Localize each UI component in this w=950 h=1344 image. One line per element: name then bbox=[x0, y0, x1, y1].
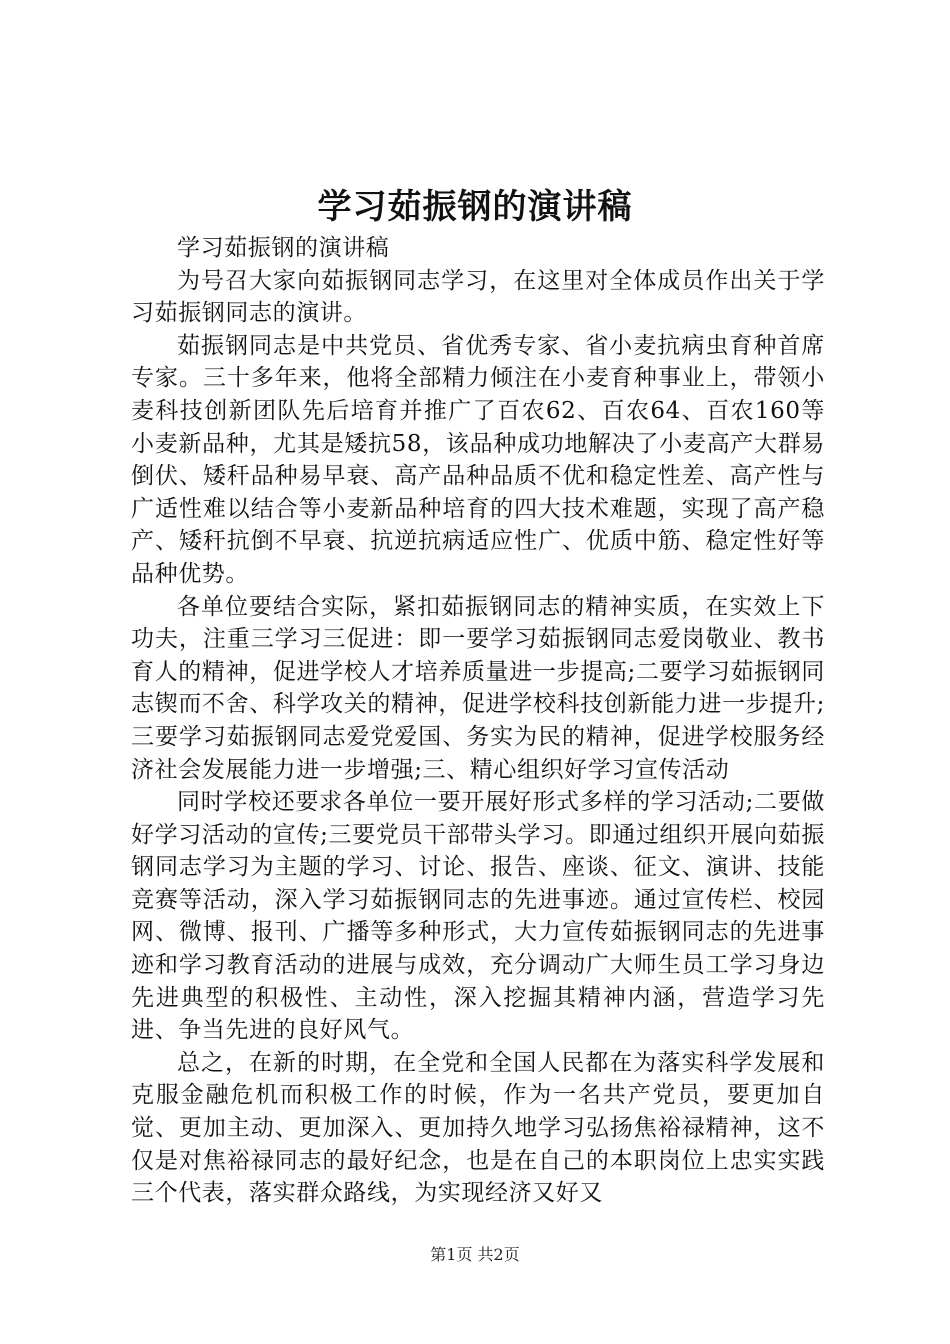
document-title: 学习茹振钢的演讲稿 bbox=[317, 187, 633, 227]
paragraph-heading-repeat: 学习茹振钢的演讲稿 bbox=[177, 235, 390, 261]
document-body bbox=[131, 232, 825, 1210]
paragraph-requirements: 各单位要结合实际，紧扣茹振钢同志的精神实质，在实效上下功夫，注重三学习三促进：即一要学习茹振钢同志爱岗敬业、教书育人的精神，促进学校人才培养质量进一步提高;二要学习茹振钢同志锲而不舍、科学攻关的精神，促进学校科技创新能力进一步提升;三要学习茹振钢同志爱党爱国、务实为民的精神，促进学校服务经济社会发展能力进一步增强;三、精心组织好学习宣传活动 bbox=[131, 593, 825, 783]
paragraph-activities: 同时学校还要求各单位一要开展好形式多样的学习活动;二要做好学习活动的宣传;三要党员干部带头学习。即通过组织开展向茹振钢同志学习为主题的学习、讨论、报告、座谈、征文、演讲、技能竞赛等活动，深入学习茹振钢同志的先进事迹。通过宣传栏、校园网、微博、报刊、广播等多种形式，大力宣传茹振钢同志的先进事迹和学习教育活动的进展与成效，充分调动广大师生员工学习身边先进典型的积极性、主动性，深入挖掘其精神内涵，营造学习先进、争当先进的良好风气。 bbox=[131, 789, 825, 1044]
paragraph-intro: 为号召大家向茹振钢同志学习，在这里对全体成员作出关于学习茹振钢同志的演讲。 bbox=[131, 267, 825, 327]
paragraph-biography: 茹振钢同志是中共党员、省优秀专家、省小麦抗病虫育种首席专家。三十多年来，他将全部精力倾注在小麦育种事业上，带领小麦科技创新团队先后培育并推广了百农62、百农64、百农160等小麦新品种，尤其是矮抗58，该品种成功地解决了小麦高产大群易倒伏、矮秆品种易早衰、高产品种品质不优和稳定性差、高产性与广适性难以结合等小麦新品种培育的四大技术难题，实现了高产稳产、矮秆抗倒不早衰、抗逆抗病适应性广、优质中筋、稳定性好等品种优势。 bbox=[131, 332, 825, 587]
paragraph-conclusion: 总之，在新的时期，在全党和全国人民都在为落实科学发展和克服金融危机而积极工作的时候，作为一名共产党员，要更加自觉、更加主动、更加深入、更加持久地学习弘扬焦裕禄精神，这不仅是对焦裕禄同志的最好纪念，也是在自己的本职岗位上忠实实践三个代表，落实群众路线，为实现经济又好又 bbox=[131, 1049, 825, 1207]
page-footer: 第1页 共2页 bbox=[430, 1245, 520, 1264]
